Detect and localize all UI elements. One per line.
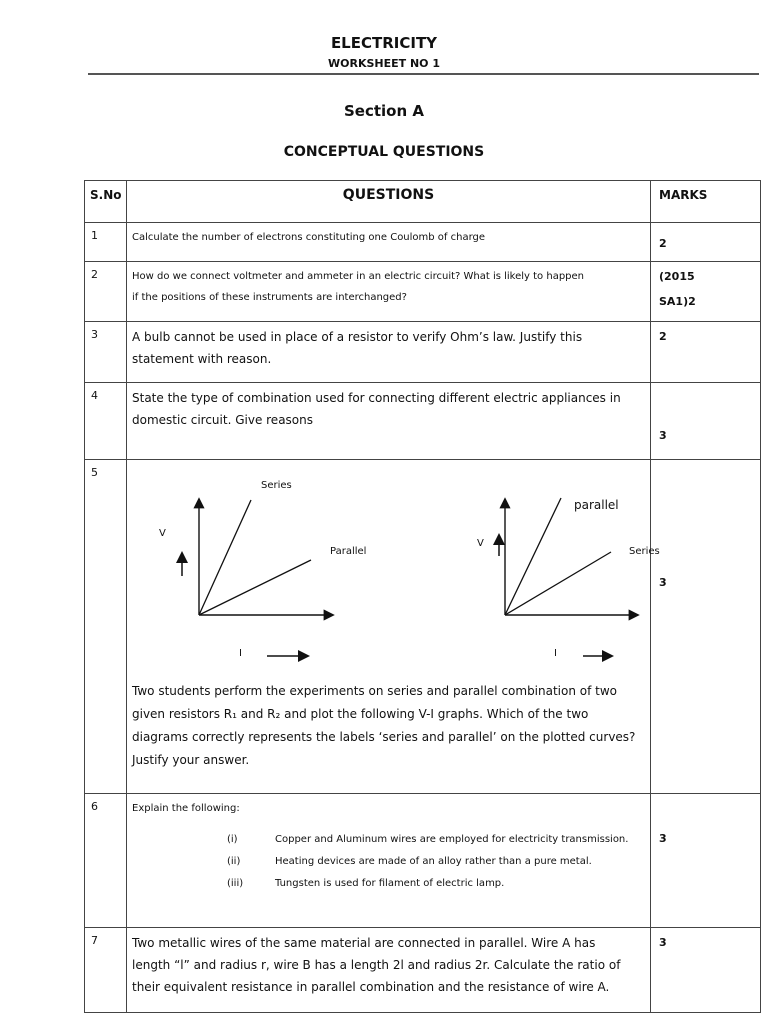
graph2-series-line xyxy=(505,552,611,615)
category-heading: CONCEPTUAL QUESTIONS xyxy=(283,144,485,160)
question-text xyxy=(127,322,651,383)
marks-cell xyxy=(651,322,761,383)
questions-table xyxy=(84,180,761,1013)
question-text xyxy=(127,794,651,928)
list-item xyxy=(227,873,645,895)
graph2-y-label: V xyxy=(477,538,484,549)
question-line: given resistors R₁ and R₂ and plot the following V-I graphs. Which of the two xyxy=(132,707,589,721)
graph2-x-label: I xyxy=(554,648,557,659)
question-content xyxy=(127,460,660,794)
graph1-series-line xyxy=(199,500,251,615)
table-header-row xyxy=(85,181,761,223)
graph2-shallow-label: Series xyxy=(629,546,660,557)
question-text xyxy=(127,223,651,262)
question-line: State the type of combination used for connecting different electric appliances in xyxy=(132,391,621,405)
graph1-shallow-label: Parallel xyxy=(330,546,367,557)
question-line: domestic circuit. Give reasons xyxy=(132,413,313,427)
sub-question-list xyxy=(227,829,645,895)
table-row xyxy=(85,460,761,794)
marks-value: (2015 xyxy=(659,270,695,283)
worksheet-title: ELECTRICITY xyxy=(330,34,438,52)
question-line: Justify your answer. xyxy=(132,753,250,767)
question-line: Two metallic wires of the same material are connected in parallel. Wire A has xyxy=(132,936,596,950)
graph1-y-label: V xyxy=(159,528,166,539)
graph2-steep-label: parallel xyxy=(574,498,619,512)
marks-cell xyxy=(651,223,761,262)
table-row xyxy=(85,262,761,322)
question-text xyxy=(127,680,650,772)
table-row xyxy=(85,383,761,460)
question-line: their equivalent resistance in parallel combination and the resistance of wire A. xyxy=(132,980,610,994)
header-divider xyxy=(88,73,759,75)
question-line: Two students perform the experiments on series and parallel combination of two xyxy=(132,684,618,698)
list-item xyxy=(227,851,645,873)
question-number: 4 xyxy=(85,383,127,460)
marks-value: 3 xyxy=(659,936,667,949)
list-item xyxy=(227,829,645,851)
question-line: if the positions of these instruments are interchanged? xyxy=(132,292,407,303)
question-intro: Explain the following: xyxy=(132,803,240,814)
graph1-parallel-line xyxy=(199,560,311,615)
sub-question-text: Copper and Aluminum wires are employed for electricity transmission. xyxy=(275,834,629,845)
sub-question-number: (iii) xyxy=(227,878,244,889)
question-line: Calculate the number of electrons constituting one Coulomb of charge xyxy=(132,232,486,243)
marks-cell xyxy=(651,460,761,794)
graph2-parallel-line xyxy=(505,498,561,615)
question-number: 5 xyxy=(85,460,127,794)
sub-question-text: Tungsten is used for filament of electric lamp. xyxy=(275,878,505,889)
marks-value: 2 xyxy=(659,330,667,343)
column-header-marks: MARKS xyxy=(651,181,761,223)
table-row xyxy=(85,928,761,1013)
graph1-steep-label: Series xyxy=(261,480,292,491)
question-number: 1 xyxy=(85,223,127,262)
column-header-sno: S.No xyxy=(85,181,127,223)
table-row xyxy=(85,794,761,928)
marks-value: 2 xyxy=(659,237,667,250)
vi-graphs xyxy=(127,460,660,680)
marks-value: 3 xyxy=(659,429,667,442)
sub-question-number: (i) xyxy=(227,834,238,845)
section-heading: Section A xyxy=(344,102,424,120)
column-header-questions: QUESTIONS xyxy=(127,181,651,223)
question-text xyxy=(127,928,651,1013)
question-text xyxy=(127,262,651,322)
table-row xyxy=(85,322,761,383)
question-line: statement with reason. xyxy=(132,352,272,366)
sub-question-number: (ii) xyxy=(227,856,241,867)
question-line: A bulb cannot be used in place of a resistor to verify Ohm’s law. Justify this xyxy=(132,330,583,344)
table-row xyxy=(85,223,761,262)
worksheet-subtitle: WORKSHEET NO 1 xyxy=(327,57,440,70)
question-number: 2 xyxy=(85,262,127,322)
graph1-x-label: I xyxy=(239,648,242,659)
question-line: length “l” and radius r, wire B has a length 2l and radius 2r. Calculate the ratio of xyxy=(132,958,621,972)
graphs-svg xyxy=(127,460,651,680)
question-line: diagrams correctly represents the labels ‘series and parallel’ on the plotted curves? xyxy=(132,730,636,744)
sub-question-text: Heating devices are made of an alloy rather than a pure metal. xyxy=(275,856,592,867)
marks-value: SA1)2 xyxy=(659,295,696,308)
question-number: 3 xyxy=(85,322,127,383)
marks-value: 3 xyxy=(659,576,667,589)
question-number: 6 xyxy=(85,794,127,928)
question-number: 7 xyxy=(85,928,127,1013)
marks-cell xyxy=(651,383,761,460)
marks-cell xyxy=(651,794,761,928)
marks-cell xyxy=(651,928,761,1013)
marks-cell xyxy=(651,262,761,322)
question-text xyxy=(127,383,651,460)
question-line: How do we connect voltmeter and ammeter in an electric circuit? What is likely to happen xyxy=(132,271,585,282)
marks-value: 3 xyxy=(659,832,667,845)
